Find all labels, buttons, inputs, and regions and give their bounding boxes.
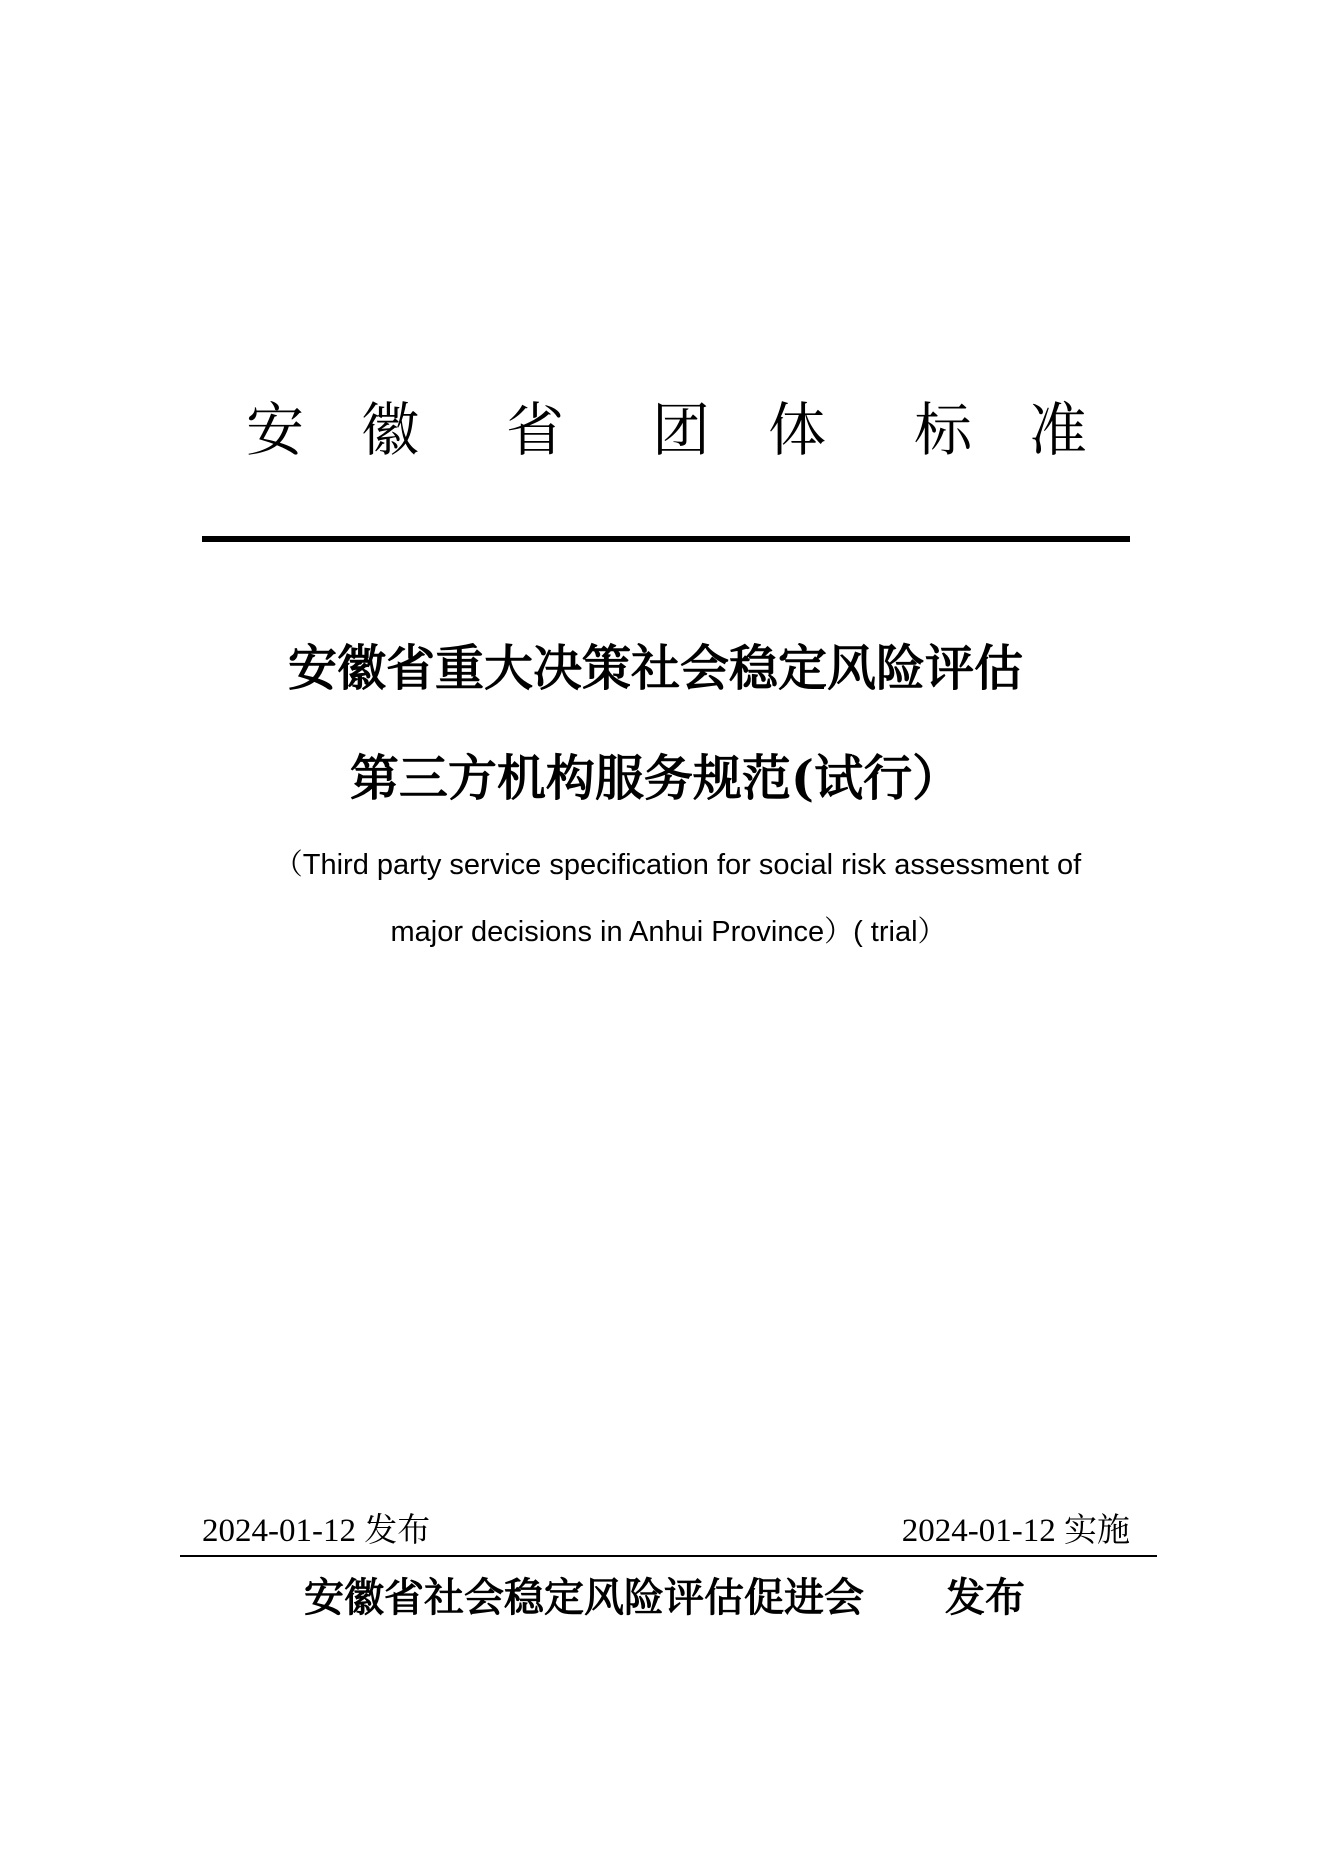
standard-type-char: 省 — [505, 396, 565, 464]
english-title-line-1: （Third party service specification for social risk assessment of — [273, 849, 1082, 881]
english-title-line-2: major decisions in Anhui Province）( trial） — [390, 916, 947, 948]
publisher-name: 安徽省社会稳定风险评估促进会 — [304, 1574, 864, 1621]
document-title-line-1: 安徽省重大决策社会稳定风险评估 — [287, 639, 1023, 697]
effective-date: 2024-01-12 实施 — [901, 1513, 1130, 1549]
standard-type-char: 安 — [245, 396, 305, 464]
standard-type-char: 团 — [651, 396, 711, 464]
standard-type-char: 标 — [913, 396, 973, 464]
bottom-divider — [180, 1555, 1157, 1557]
issue-date: 2024-01-12 发布 — [202, 1513, 431, 1549]
top-divider — [202, 536, 1130, 542]
document-title-line-2: 第三方机构服务规范(试行） — [349, 749, 962, 807]
standard-type-char: 准 — [1028, 396, 1088, 464]
publisher-action: 发布 — [945, 1574, 1025, 1621]
standard-type-heading — [0, 385, 1323, 475]
standard-type-char: 体 — [767, 396, 827, 464]
standard-type-char: 徽 — [360, 396, 420, 464]
